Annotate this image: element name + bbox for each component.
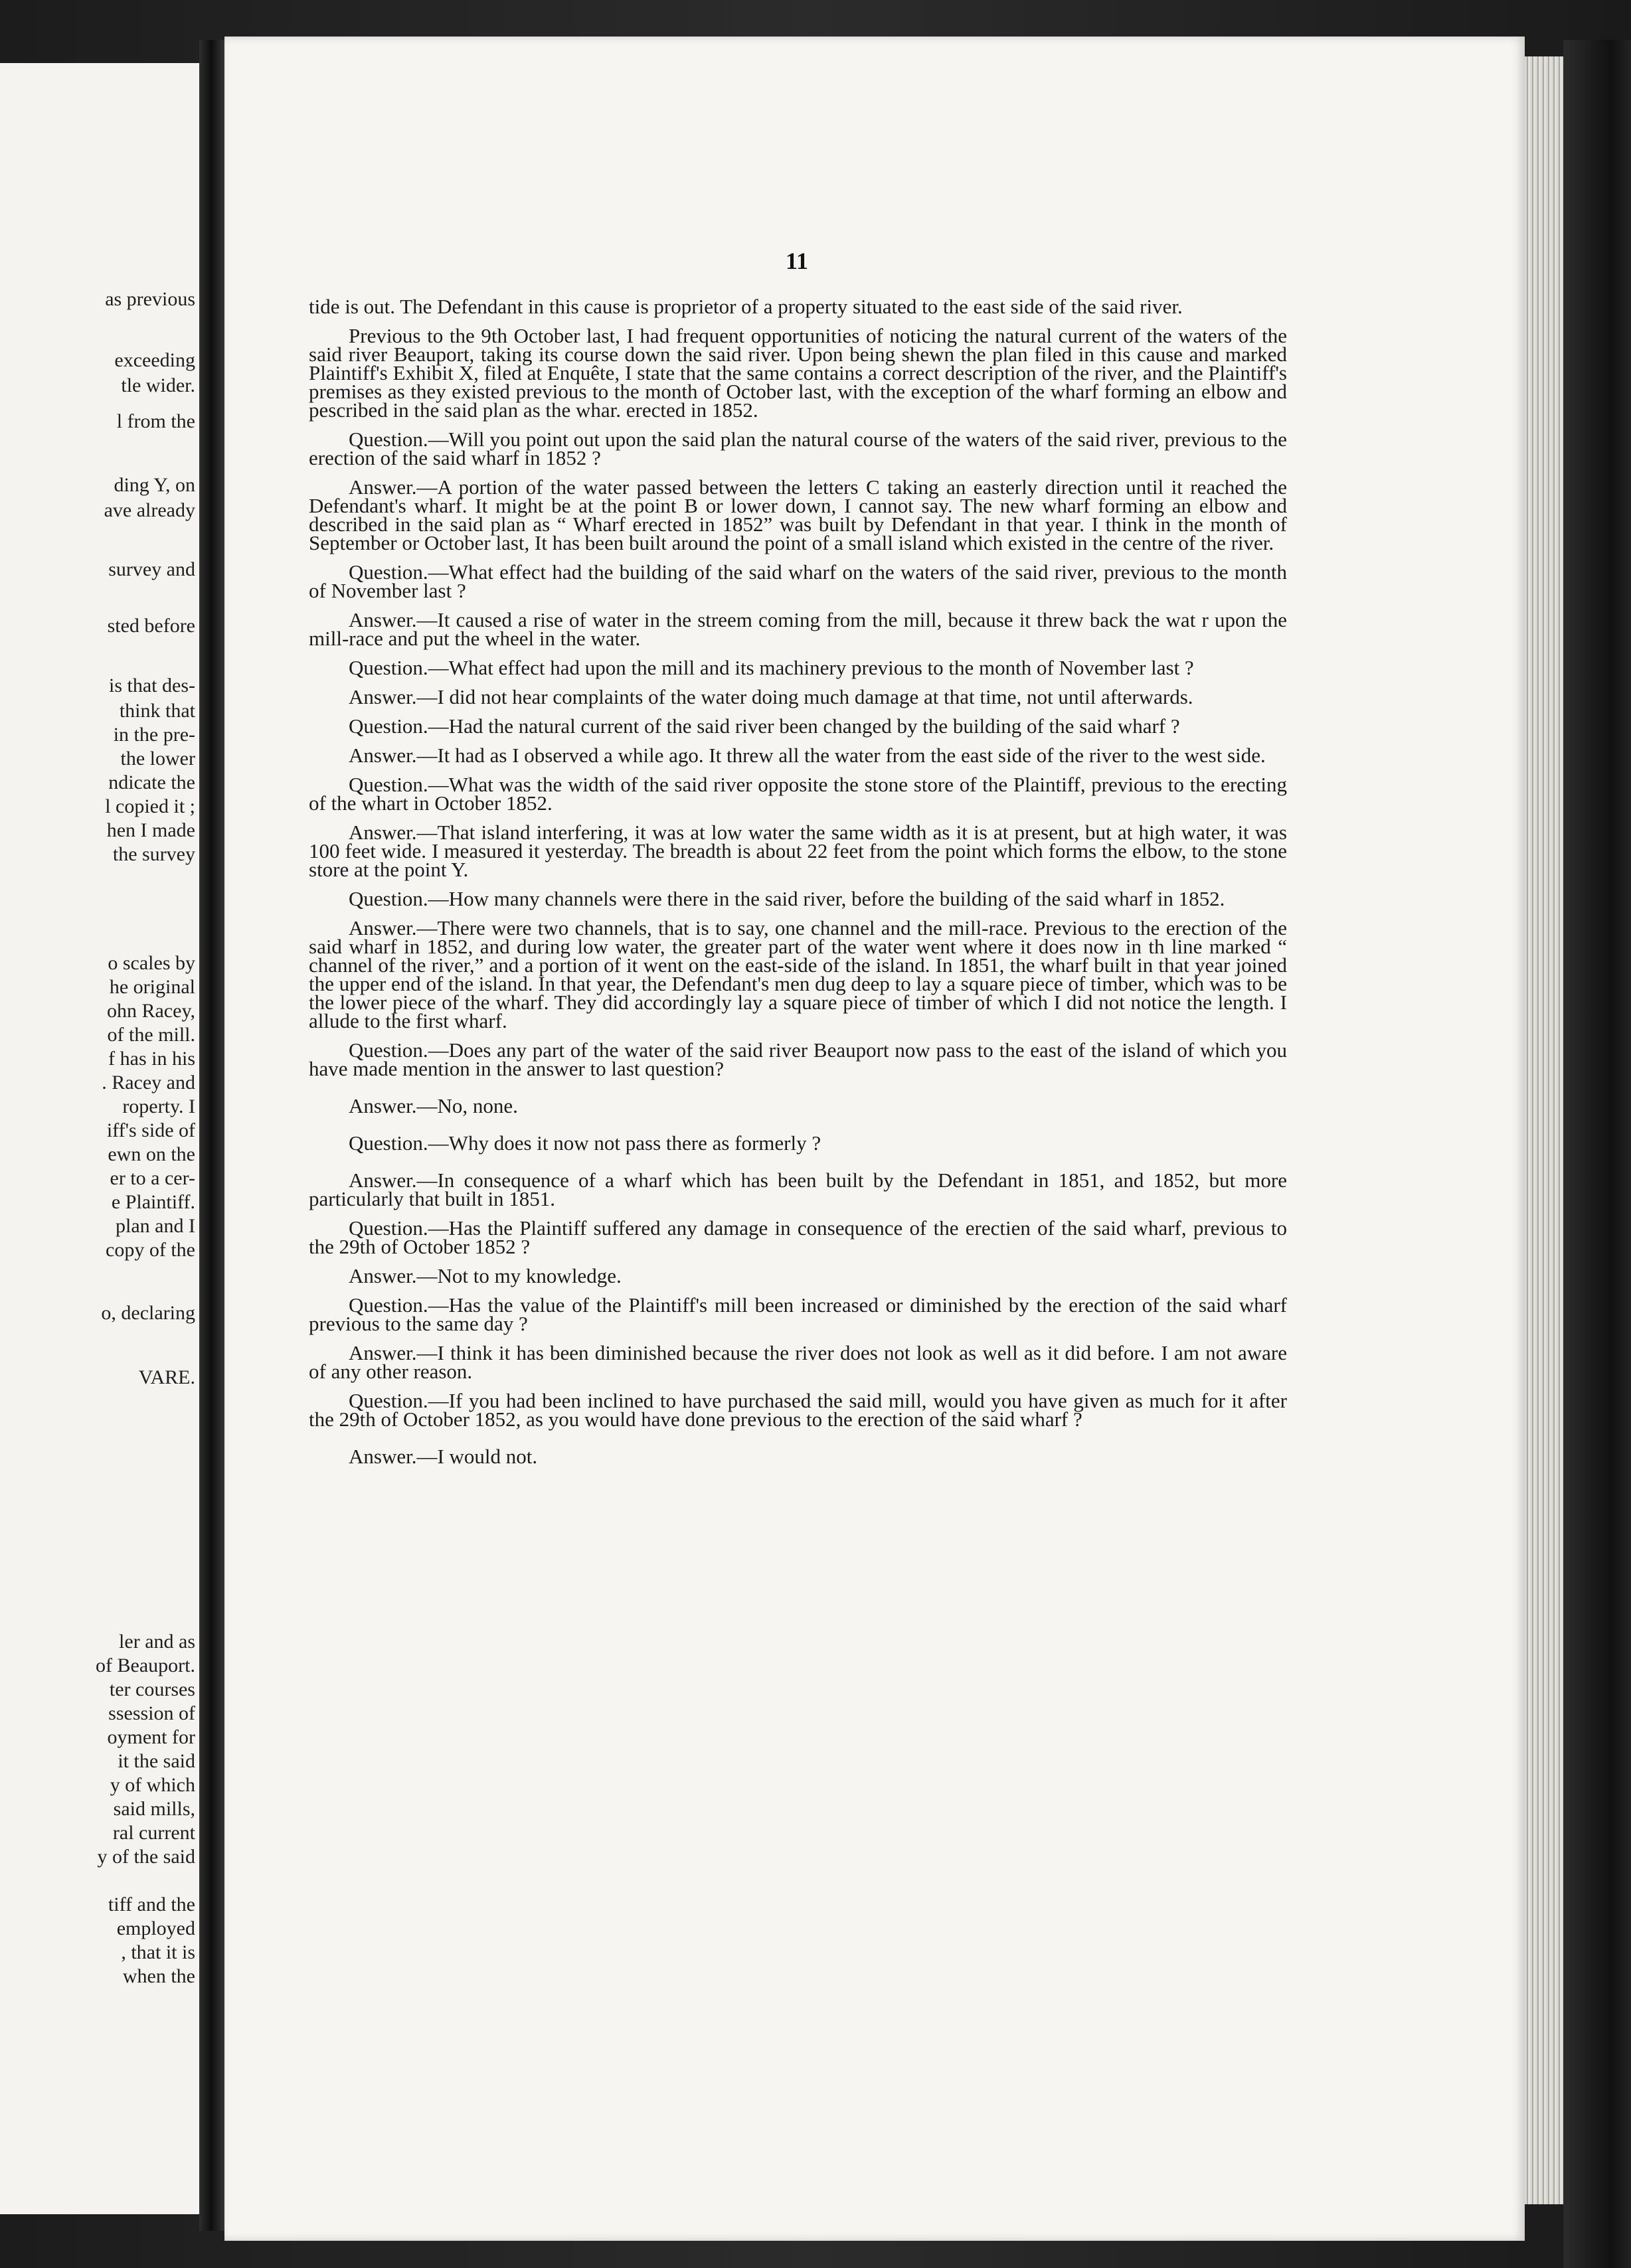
book-gutter <box>199 40 226 2231</box>
answer-paragraph: Answer.—A portion of the water passed between the letters C taking an easterly direction until it reached the Defendant's wharf. It might be at the point B or lower down, I cannot say. The new wharf forming an elbow and described in the said plan as “ Wharf erected in 1852” was built by Defendant in that year. I think in the month of September or October last, It has been built around the point of a small island which existed in the centre of the river. <box>309 475 1287 554</box>
answer-paragraph: Answer.—I would not. <box>349 1445 538 1468</box>
left-page-text-fragment: ter courses <box>109 1678 195 1700</box>
question-paragraph: Question.—Why does it now not pass there as formerly ? <box>349 1131 821 1155</box>
question-paragraph: Question.—How many channels were there in the said river, before the building of the said wharf in 1852. <box>349 887 1225 910</box>
left-page-text-fragment: he original <box>109 976 195 998</box>
left-page-text-fragment: tle wider. <box>121 374 195 396</box>
left-page-text-fragment: oyment for <box>107 1726 195 1748</box>
left-page-text-fragment: think that <box>119 700 195 722</box>
question-paragraph: Question.—What effect had the building of the said wharf on the waters of the said river, previous to the month of November last ? <box>309 560 1287 602</box>
left-page-text-fragment: y of which <box>110 1774 195 1796</box>
left-page-text-fragment: o scales by <box>108 952 195 974</box>
question-paragraph: Question.—Has the Plaintiff suffered any damage in consequence of the erectien of the said wharf, previous to the 29th of October 1852 ? <box>309 1216 1287 1258</box>
left-page-text-fragment: ohn Racey, <box>106 1000 195 1022</box>
left-page-text-fragment: ler and as <box>119 1631 195 1653</box>
answer-paragraph: Answer.—Not to my knowledge. <box>349 1264 622 1287</box>
left-page-text-fragment: employed <box>116 1917 195 1939</box>
left-page-text-fragment: sted before <box>107 615 195 637</box>
left-page-text-fragment: o, declaring <box>101 1302 195 1324</box>
left-page-text-fragment: the lower <box>120 748 195 770</box>
paragraph: tide is out. The Defendant in this cause is proprietor of a property situated to the east side of the said river. <box>309 295 1183 318</box>
left-page-text-fragment: tiff and the <box>108 1894 195 1915</box>
answer-paragraph: Answer.—It caused a rise of water in the streem coming from the mill, because it threw back the wat r upon the mill-race and put the wheel in the water. <box>309 608 1287 650</box>
left-page-text-fragment: . Racey and <box>102 1072 195 1094</box>
left-page-text-fragment: as previous <box>105 288 195 310</box>
answer-paragraph: Answer.—That island interfering, it was at low water the same width as it is at present, but at high water, it was 100 feet wide. I measured it yesterday. The breadth is about 22 feet from the point which forms the elbow, to the stone store at the point Y. <box>309 821 1287 881</box>
left-page-text-fragment: in the pre- <box>113 724 195 746</box>
left-page-text-fragment: l copied it ; <box>105 795 195 817</box>
left-page-text-fragment: ewn on the <box>108 1143 195 1165</box>
left-page-text-fragment: when the <box>122 1965 195 1987</box>
question-paragraph: Question.—Had the natural current of the said river been changed by the building of the said wharf ? <box>349 714 1180 738</box>
left-facing-page <box>0 63 199 2214</box>
left-page-text-fragment: hen I made <box>106 819 195 841</box>
left-page-text-fragment: of Beauport. <box>96 1655 195 1676</box>
answer-paragraph: Answer.—It had as I observed a while ago. It threw all the water from the east side of the river to the west side. <box>349 744 1266 767</box>
left-page-text-fragment: e Plaintiff. <box>111 1191 195 1213</box>
page-edges <box>1525 56 1563 2204</box>
left-page-text-fragment: is that des- <box>109 675 195 696</box>
page-body <box>309 297 1287 1477</box>
question-paragraph: Question.—If you had been inclined to have purchased the said mill, would you have given as much for it after the 29th of October 1852, as you would have done previous to the erection of the said wharf ? <box>309 1389 1287 1431</box>
left-page-text-fragment: , that it is <box>121 1941 195 1963</box>
left-page-text-fragment: it the said <box>118 1750 195 1772</box>
left-page-text-fragment: survey and <box>108 558 195 580</box>
paragraph: Previous to the 9th October last, I had frequent opportunities of noticing the natural current of the waters of the said river Beauport, taking its course down the said river. Upon being shewn the plan filed in this cause and marked Plaintiff's Exhibit X, filed at Enquête, I state that the same contains a correct description of the river, and the Plaintiff's premises as they existed previous to the month of October last, with the exception of the wharf forming an elbow and pescribed in the said plan as the whar. erected in 1852. <box>309 324 1287 422</box>
answer-paragraph: Answer.—In consequence of a wharf which has been built by the Defendant in 1851, and 1852, but more particularly that built in 1851. <box>309 1169 1287 1210</box>
answer-paragraph: Answer.—I think it has been diminished because the river does not look as well as it did before. I am not aware of any other reason. <box>309 1341 1287 1383</box>
left-page-text-fragment: f has in his <box>108 1048 195 1070</box>
question-paragraph: Question.—Has the value of the Plaintiff's mill been increased or diminished by the erection of the said wharf previous to the same day ? <box>309 1293 1287 1335</box>
answer-paragraph: Answer.—I did not hear complaints of the water doing much damage at that time, not until afterwards. <box>349 685 1193 708</box>
left-page-text-fragment: ssession of <box>108 1702 195 1724</box>
left-page-text-fragment: plan and I <box>116 1215 195 1237</box>
left-page-text-fragment: said mills, <box>113 1798 195 1820</box>
left-page-text-fragment: roperty. I <box>122 1095 195 1117</box>
answer-paragraph: Answer.—There were two channels, that is to say, one channel and the mill-race. Previous to the erection of the said wharf in 1852, and during low water, the greater part of the water went where it does now in th line marked “ channel of the river,” and a portion of it went on the east-side of the island. In 1851, the wharf built in that year joined the upper end of the island. In that year, the Defendant's men dug deep to lay a square piece of timber, which was to be the lower piece of the wharf. They did accordingly lay a square piece of timber of which I did not notice the length. I allude to the first wharf. <box>309 916 1287 1032</box>
question-paragraph: Question.—Will you point out upon the said plan the natural course of the waters of the said river, previous to the erection of the said wharf in 1852 ? <box>309 428 1287 469</box>
left-page-text-fragment: VARE. <box>138 1366 195 1388</box>
left-page-text-fragment: copy of the <box>106 1239 195 1261</box>
left-page-text-fragment: y of the said <box>97 1846 195 1868</box>
question-paragraph: Question.—What effect had upon the mill and its machinery previous to the month of November last ? <box>349 656 1194 679</box>
left-page-text-fragment: ndicate the <box>108 771 195 793</box>
left-page-text-fragment: the survey <box>112 843 195 865</box>
question-paragraph: Question.—What was the width of the said river opposite the stone store of the Plaintiff, previous to the erecting of the whart in October 1852. <box>309 773 1287 815</box>
question-paragraph: Question.—Does any part of the water of the said river Beauport now pass to the east of the island of which you have made mention in the answer to last question? <box>309 1038 1287 1080</box>
page-number: 11 <box>785 248 808 274</box>
left-page-text-fragment: ding Y, on <box>114 474 195 496</box>
left-page-text-fragment: ral current <box>112 1822 195 1844</box>
left-page-text-fragment: exceeding <box>114 349 195 371</box>
answer-paragraph: Answer.—No, none. <box>349 1094 518 1117</box>
left-page-text-fragment: iff's side of <box>106 1119 195 1141</box>
left-page-text-fragment: l from the <box>116 410 195 432</box>
book-cover-edge <box>1563 40 1631 2268</box>
left-page-text-fragment: ave already <box>104 499 195 521</box>
left-page-text-fragment: of the mill. <box>107 1024 195 1046</box>
left-page-text-fragment: er to a cer- <box>110 1167 195 1189</box>
